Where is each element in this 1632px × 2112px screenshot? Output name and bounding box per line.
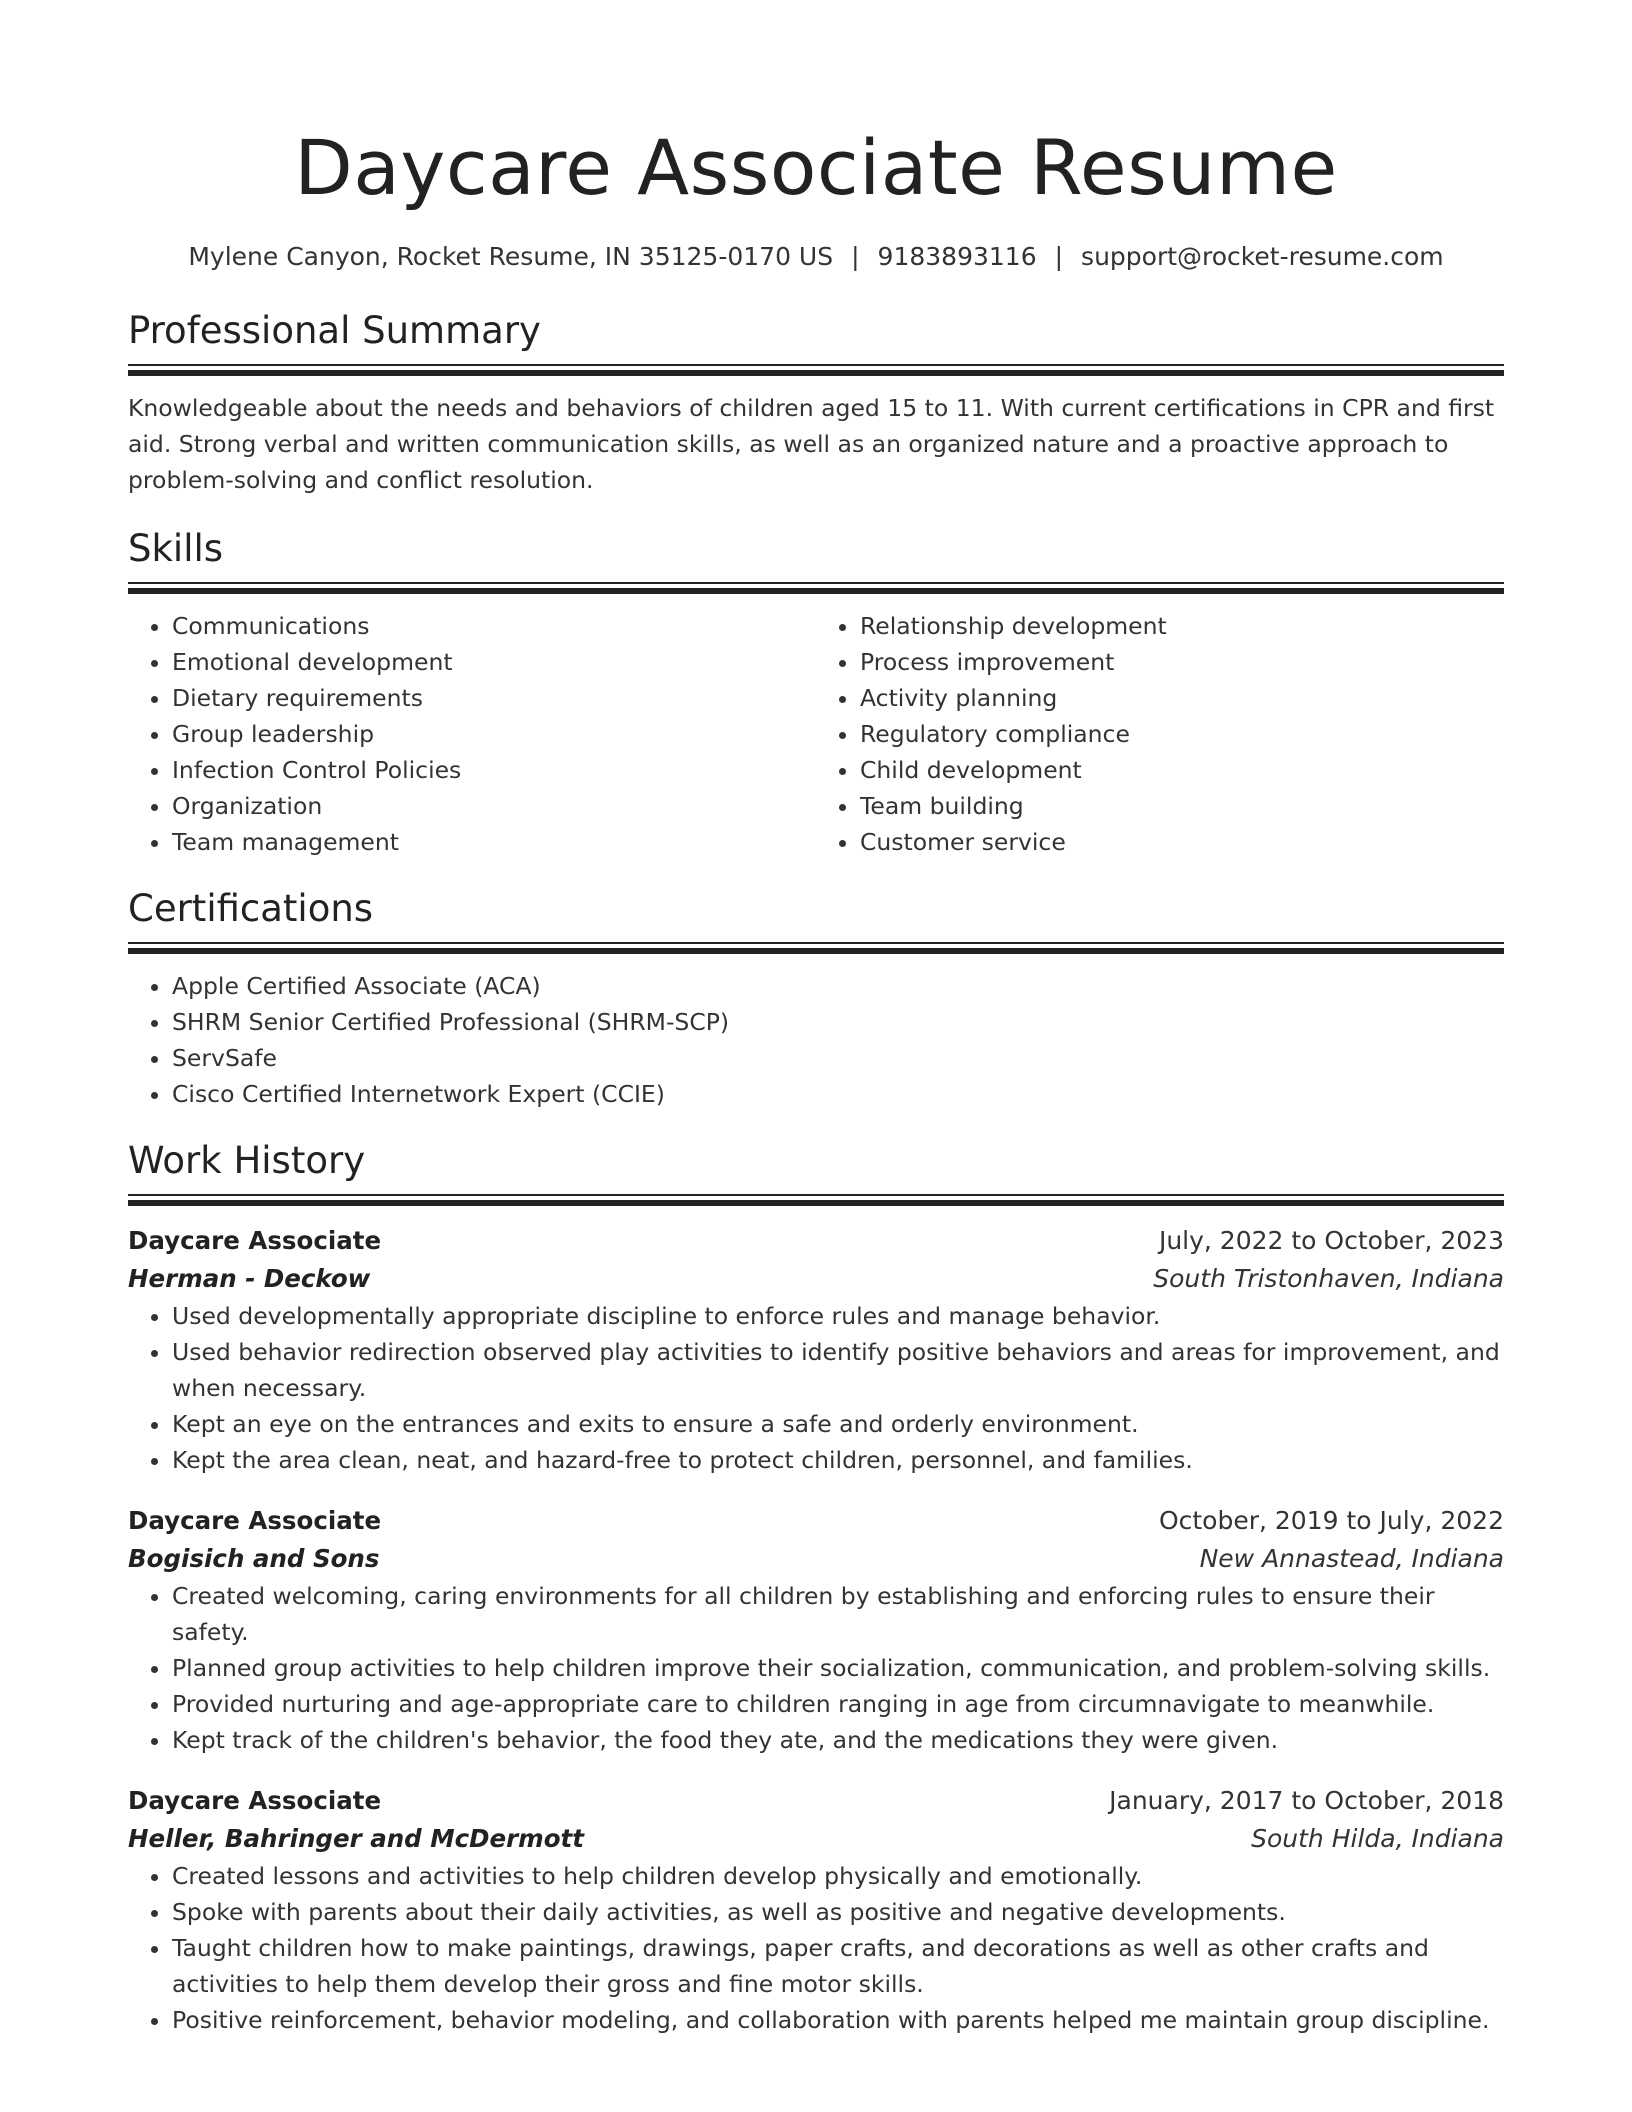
job-company: Bogisich and Sons [128,1544,380,1573]
skills-right-column [816,608,1504,860]
job-subheader [128,1540,1504,1578]
job-bullet: • Used behavior redirection observed play activities to identify positive behaviors and areas for improvement, and when necessary. [172,1334,1504,1406]
job-bullets [128,1298,1504,1478]
job-dates: January, 2017 to October, 2018 [1109,1786,1504,1815]
skill-item: • Child development [860,752,1504,788]
skill-item: • Regulatory compliance [860,716,1504,752]
contact-address: Mylene Canyon, Rocket Resume, IN 35125-0170 US [188,242,834,271]
job-bullet: • Provided nurturing and age-appropriate care to children ranging in age from circumnavigate to meanwhile. [172,1686,1504,1722]
job-bullet: • Taught children how to make paintings, drawings, paper crafts, and decorations as well as other crafts and activities to help them develop their gross and fine motor skills. [172,1930,1504,2002]
section-divider [128,582,1504,594]
summary-text: Knowledgeable about the needs and behaviors of children aged 15 to 11. With current certifications in CPR and first aid. Strong verbal and written communication skills, as well as an organized nature and a proactive approach to problem-solving and conflict resolution. [128,394,1495,494]
job-title: Daycare Associate [128,1506,382,1535]
skill-item: • Organization [172,788,816,824]
skills-grid [128,608,1504,860]
skills-section [128,526,1504,860]
summary-section [128,308,1504,498]
job-header [128,1502,1504,1540]
contact-phone: 9183893116 [877,242,1037,271]
job-subheader [128,1820,1504,1858]
skills-heading: Skills [128,527,224,570]
certifications-heading: Certifications [128,887,374,930]
skill-item: • Infection Control Policies [172,752,816,788]
job-bullet: • Created welcoming, caring environments for all children by establishing and enforcing rules to ensure their safety. [172,1578,1504,1650]
job-entry [128,1782,1504,2038]
skill-item: • Emotional development [172,644,816,680]
certifications-section [128,886,1504,1112]
work-history-section [128,1138,1504,2038]
job-header [128,1222,1504,1260]
job-bullet: • Created lessons and activities to help children develop physically and emotionally. [172,1858,1504,1894]
skill-item: • Group leadership [172,716,816,752]
job-location: New Annastead, Indiana [1199,1544,1504,1573]
skill-item: • Process improvement [860,644,1504,680]
skill-item: • Team building [860,788,1504,824]
job-title: Daycare Associate [128,1786,382,1815]
job-dates: July, 2022 to October, 2023 [1158,1226,1504,1255]
job-company: Heller, Bahringer and McDermott [128,1824,584,1853]
job-title: Daycare Associate [128,1226,382,1255]
certification-item: • SHRM Senior Certified Professional (SHRM-SCP) [172,1004,1504,1040]
resume-title: Daycare Associate Resume [294,123,1338,212]
job-bullet: • Kept the area clean, neat, and hazard-free to protect children, personnel, and families. [172,1442,1504,1478]
job-location: South Tristonhaven, Indiana [1153,1264,1504,1293]
job-location: South Hilda, Indiana [1251,1824,1504,1853]
job-header [128,1782,1504,1820]
contact-email: support@rocket-resume.com [1081,242,1444,271]
job-company: Herman - Deckow [128,1264,371,1293]
skill-item: • Team management [172,824,816,860]
skill-item: • Customer service [860,824,1504,860]
job-bullets [128,1858,1504,2038]
job-bullet: • Planned group activities to help children improve their socialization, communication, and problem-solving skills. [172,1650,1504,1686]
job-bullet: • Spoke with parents about their daily activities, as well as positive and negative developments. [172,1894,1504,1930]
contact-line [128,240,1504,274]
job-bullet: • Kept track of the children's behavior, the food they ate, and the medications they were given. [172,1722,1504,1758]
skill-item: • Dietary requirements [172,680,816,716]
skills-left-column [128,608,816,860]
section-divider [128,942,1504,954]
skill-item: • Activity planning [860,680,1504,716]
job-bullet: • Kept an eye on the entrances and exits to ensure a safe and orderly environment. [172,1406,1504,1442]
certification-item: • Apple Certified Associate (ACA) [172,968,1504,1004]
section-divider [128,364,1504,376]
contact-separator: | [1054,242,1064,271]
resume-page [128,0,1504,2038]
summary-heading: Professional Summary [128,309,541,352]
skill-item: • Communications [172,608,816,644]
job-bullet: • Positive reinforcement, behavior modeling, and collaboration with parents helped me maintain group discipline. [172,2002,1504,2038]
job-bullet: • Used developmentally appropriate discipline to enforce rules and manage behavior. [172,1298,1504,1334]
job-entry [128,1222,1504,1478]
certification-item: • ServSafe [172,1040,1504,1076]
certifications-list [128,968,1504,1112]
contact-separator: | [851,242,860,271]
job-bullets [128,1578,1504,1758]
job-entry [128,1502,1504,1758]
job-dates: October, 2019 to July, 2022 [1158,1506,1504,1535]
work-history-heading: Work History [128,1139,366,1182]
job-subheader [128,1260,1504,1298]
certification-item: • Cisco Certified Internetwork Expert (CCIE) [172,1076,1504,1112]
skill-item: • Relationship development [860,608,1504,644]
section-divider [128,1194,1504,1206]
